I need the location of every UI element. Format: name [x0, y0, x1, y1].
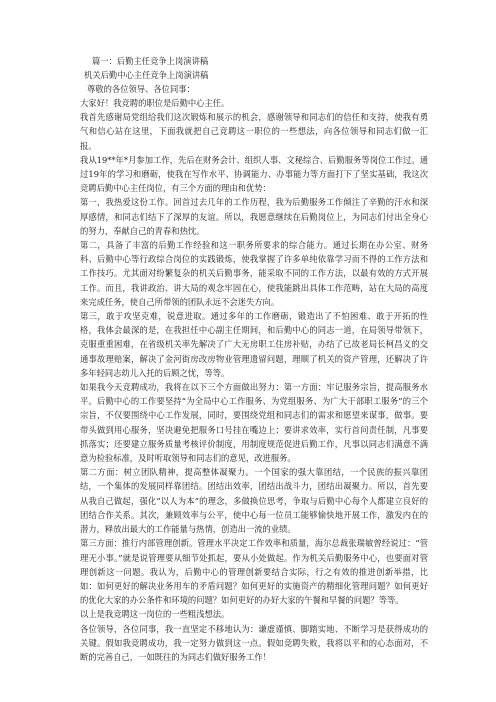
paragraph-reason-2: 第二，具备了丰富的后勤工作经验和这一职务所要求的综合能力。通过长期在办公室、财务科、后勤中心等行政综合岗位的实践锻炼，使我掌握了许多单纯依靠学习而不得的工作方法和工作技巧。尤其面对纷繁复杂的机关后勤事务，能采取不同的工作方法，以最有效的方式开展工作。而且，我讲政治、讲大局的观念牢固在心，使我能跳出具体工作范畴，站在大局的高度来完成任务，使自己所带领的团队永远不会迷失方向。 — [80, 240, 428, 307]
document-header — [0, 54, 496, 97]
paragraph-thanks: 我首先感谢局党组给我们这次锻炼和展示的机会，感谢领导和同志们的信任和支持，使我有勇气和信心站在这里，下面我就把自己竞聘这一职位的一些想法，向各位领导和同志们做一汇报。 — [80, 112, 428, 151]
paragraph-closing: 各位领导，各位同事，我一直坚定不移地认为：谦虚谨慎、脚踏实地、不断学习是获得成功的关键。假如我竞聘成功，我一定努力做到这一点。假如竞聘失败，我将以平和的心态面对，不断的完善自己，一如既往的为同志们做好服务工作！ — [80, 623, 428, 662]
document-subtitle: 机关后勤中心主任竞争上岗演讲稿 — [84, 70, 209, 81]
paragraph-plan-1: 如果我今天竞聘成功，我将在以下三个方面做出努力：第一方面：牢记服务宗旨，提高服务水平。后勤中心的工作要坚持“为全局中心工作服务、为党组服务、为广大干部职工服务”的三个宗旨，不仅要围绕中心工作发展，同时，要围绕党组和同志们的需求和愿望来谋事，做事。要带头做到用心服务，坚决避免把服务口号挂在嘴边上；要讲求效率，实行首问责任制，凡事要抓落实；还要建立服务质量考核评价制度，用制度规范促进后勤工作，凡事以同志们满意不满意为检验标准，及时听取领导和同志们的意见，改进服务。 — [80, 382, 428, 464]
paragraph-greeting: 大家好！我竞聘的职位是后勤中心主任。 — [80, 98, 230, 108]
paragraph-plan-3: 第三方面：推行内部管理创新。管理水平决定工作效率和质量，海尔总裁张瑞敏曾经说过：“管理无小事。”就是说管理要从细节处抓起，要从小处做起。作为机关后勤服务中心，也要面对管理创新这一问题。我认为，后勤中心的管理创新要结合实际，行之有效的推进创新举措，比如：如何更好的解决业务用车的矛盾问题？如何更好的实施资产的精细化管理问题？如何更好的优化大家的办公条件和环境的问题？如何更好的办好大家的午餐和早餐的问题？等等。 — [80, 538, 428, 606]
paragraph-reason-3: 第三，敢于攻坚克难，锐意进取。通过多年的工作磨砺，锻造出了不怕困难、敢于开拓的性格，我体会最深的是，在我担任中心副主任期间，和后勤中心的同志一道，在局领导带领下，克服重重困难，在省级机关率先解决了广大无房职工住房补贴，办结了已故老局长柯昌义的交通事故理赔案，解决了金河街房改房物业管理遗留问题，理顺了机关的资产管理，还解决了许多年轻同志幼儿入托的后顾之忧，等等。 — [80, 311, 428, 378]
speech-body — [80, 96, 428, 664]
paragraph-reason-1: 第一，我热爱这份工作。回首过去几年的工作历程，我为后勤服务工作倾注了辛勤的汗水和深厚感情，和同志们结下了深厚的友谊。所以，我愿意继续在后勤岗位上，为同志们付出全身心的努力，奉献自己的青春和热忱。 — [80, 197, 428, 236]
paragraph-background: 我从19**年*月参加工作，先后在财务会计、组织人事、文秘综合、后勤服务等岗位工作过。通过19年的学习和磨砺，使我在写作水平、协调能力、办事能力等方面打下了坚实基础，我这次竞聘后勤中心主任岗位，有三个方面的理由和优势： — [80, 154, 428, 194]
paragraph-plan-2: 第二方面：树立团队精神，提高整体凝聚力。一个国家的强大靠团结，一个民族的振兴靠团结，一个集体的发展同样靠团结。团结出效率，团结出战斗力，团结出凝聚力。所以，首先要从我自己做起，强化“以人为本”的理念，多做换位思考，争取与后勤中心每个人都建立良好的团结合作关系。其次，兼顾效率与公平，使中心每一位员工能够愉快地开展工作，激发内在的潜力，释放出最大的工作能量与热情，创造出一流的业绩。 — [80, 467, 428, 535]
document-title: 篇一：后勤主任竞争上岗演讲稿 — [92, 56, 209, 66]
salutation: 尊敬的各位领导、各位同事： — [87, 84, 195, 95]
paragraph-summary: 以上是我竞聘这一岗位的一些粗浅想法。 — [80, 609, 230, 620]
